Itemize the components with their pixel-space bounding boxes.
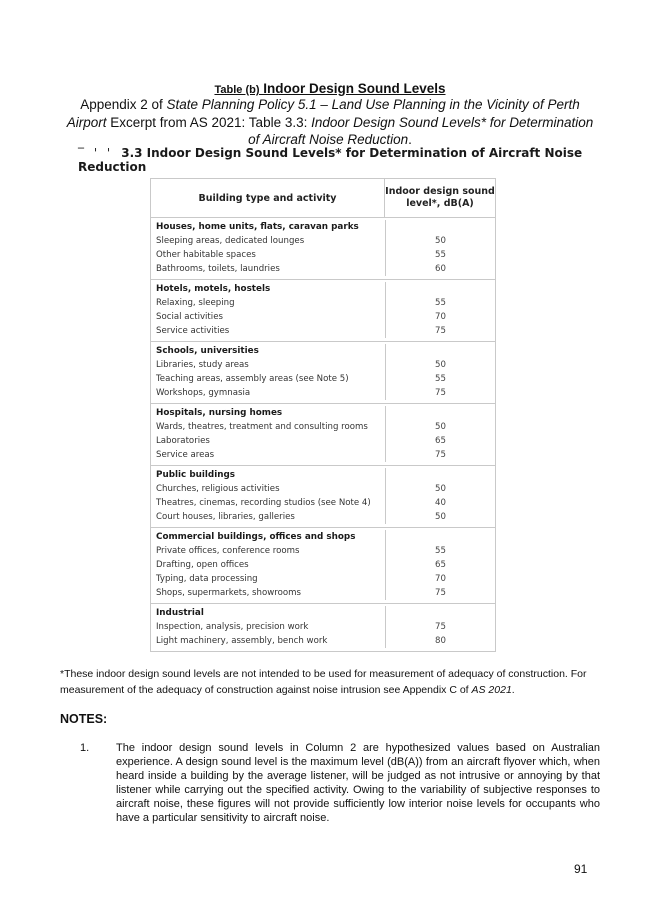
group-heading-row	[151, 606, 495, 620]
group-heading: Commercial buildings, offices and shops	[151, 530, 386, 544]
footnote-end: .	[511, 684, 515, 696]
level-cell: 65	[435, 436, 446, 446]
activity-cell: Wards, theatres, treatment and consulting rooms	[151, 420, 386, 434]
level-cell: 80	[435, 636, 446, 646]
level-cell: 55	[435, 546, 446, 556]
level-cell: 60	[435, 264, 446, 274]
table-row	[151, 386, 495, 400]
activity-cell: Private offices, conference rooms	[151, 544, 386, 558]
activity-cell: Sleeping areas, dedicated lounges	[151, 234, 386, 248]
group-heading: Industrial	[151, 606, 386, 620]
group-heading-row	[151, 468, 495, 482]
level-cell: 50	[435, 360, 446, 370]
table-row	[151, 586, 495, 600]
activity-cell: Laboratories	[151, 434, 386, 448]
group-heading-level-cell	[386, 344, 495, 358]
excerpt-heading-text: 3.3 Indoor Design Sound Levels* for Determination of Aircraft Noise Reduction	[78, 146, 583, 174]
col-level-header-line1: Indoor design sound	[385, 186, 495, 197]
table-row	[151, 296, 495, 310]
footnote-ref: AS 2021	[471, 684, 512, 696]
table-row	[151, 510, 495, 524]
level-cell: 70	[435, 312, 446, 322]
table-row	[151, 544, 495, 558]
table-row	[151, 448, 495, 462]
table-row	[151, 634, 495, 648]
activity-cell: Social activities	[151, 310, 386, 324]
intro-paragraph	[60, 96, 600, 149]
level-cell: 55	[435, 250, 446, 260]
level-cell: 50	[435, 236, 446, 246]
level-cell: 75	[435, 588, 446, 598]
excerpt-marks: ‾ ' '	[78, 146, 114, 160]
activity-cell: Other habitable spaces	[151, 248, 386, 262]
table-row	[151, 434, 495, 448]
level-cell: 50	[435, 512, 446, 522]
table-name: Indoor Design Sound Levels* for Determination of Aircraft Noise Reduction	[248, 114, 594, 147]
level-cell: 40	[435, 498, 446, 508]
table-body	[151, 218, 495, 651]
group-heading: Public buildings	[151, 468, 386, 482]
group-heading: Houses, home units, flats, caravan parks	[151, 220, 386, 234]
table-row	[151, 248, 495, 262]
activity-cell: Inspection, analysis, precision work	[151, 620, 386, 634]
level-cell: 75	[435, 622, 446, 632]
level-cell: 55	[435, 298, 446, 308]
activity-cell: Shops, supermarkets, showrooms	[151, 586, 386, 600]
group-heading-row	[151, 530, 495, 544]
table-group	[151, 280, 495, 342]
intro-end: .	[408, 132, 412, 147]
table-row	[151, 358, 495, 372]
policy-name: State Planning Policy 5.1 – Land Use Planning in the Vicinity of Perth Airport	[66, 97, 580, 130]
activity-cell: Teaching areas, assembly areas (see Note 5)	[151, 372, 386, 386]
table-row	[151, 496, 495, 510]
level-cell: 65	[435, 560, 446, 570]
sound-levels-table	[150, 178, 496, 652]
table-row	[151, 420, 495, 434]
activity-cell: Typing, data processing	[151, 572, 386, 586]
level-cell: 75	[435, 388, 446, 398]
intro-text-1: Appendix 2 of	[80, 97, 167, 112]
title-text: Indoor Design Sound Levels	[259, 81, 446, 96]
group-heading: Schools, universities	[151, 344, 386, 358]
table-row	[151, 572, 495, 586]
level-cell: 50	[435, 484, 446, 494]
group-heading-level-cell	[386, 468, 495, 482]
intro-text-2: Excerpt from AS 2021: Table 3.3:	[106, 114, 312, 130]
footnote-text: *These indoor design sound levels are not intended to be used for measurement of adequacy of construction. For measurement of the adequacy of construction against noise intrusion see Appendix C of	[60, 668, 587, 696]
table-row	[151, 262, 495, 276]
note-text: The indoor design sound levels in Column 2 are hypothesized values based on Australian experience. A design sound level is the maximum level (dB(A)) from an aircraft flyover which, when heard inside a building by the average listener, will be judged as not intrusive or annoying by that listener while carrying out the specified activity. Owing to the variability of subjective responses to aircraft noise, these figures will not provide sufficiently low interior noise levels for occupants who have a particular sensitivity to aircraft noise.	[116, 742, 600, 824]
activity-cell: Drafting, open offices	[151, 558, 386, 572]
table-row	[151, 372, 495, 386]
table-group	[151, 466, 495, 528]
level-cell: 55	[435, 374, 446, 384]
activity-cell: Service activities	[151, 324, 386, 338]
table-row	[151, 310, 495, 324]
table-row	[151, 482, 495, 496]
group-heading-level-cell	[386, 282, 495, 296]
activity-cell: Bathrooms, toilets, laundries	[151, 262, 386, 276]
table-header	[151, 179, 495, 218]
group-heading-level-cell	[386, 220, 495, 234]
table-label: Table (b)	[214, 84, 260, 96]
group-heading-level-cell	[386, 606, 495, 620]
activity-cell: Court houses, libraries, galleries	[151, 510, 386, 524]
table-row	[151, 234, 495, 248]
table-group	[151, 342, 495, 404]
note-number: 1.	[80, 742, 90, 754]
table-row	[151, 558, 495, 572]
group-heading-row	[151, 406, 495, 420]
group-heading-level-cell	[386, 530, 495, 544]
activity-cell: Workshops, gymnasia	[151, 386, 386, 400]
group-heading-row	[151, 282, 495, 296]
level-cell: 75	[435, 450, 446, 460]
table-group	[151, 528, 495, 604]
table-group	[151, 218, 495, 280]
level-cell: 75	[435, 326, 446, 336]
table-group	[151, 604, 495, 651]
page-number: 91	[574, 862, 588, 876]
table-row	[151, 620, 495, 634]
activity-cell: Relaxing, sleeping	[151, 296, 386, 310]
level-cell: 50	[435, 422, 446, 432]
activity-cell: Service areas	[151, 448, 386, 462]
group-heading-level-cell	[386, 406, 495, 420]
col-level-header-line2: level*, dB(A)	[406, 198, 474, 209]
activity-cell: Libraries, study areas	[151, 358, 386, 372]
activity-cell: Light machinery, assembly, bench work	[151, 634, 386, 648]
table-row	[151, 324, 495, 338]
group-heading: Hotels, motels, hostels	[151, 282, 386, 296]
table-group	[151, 404, 495, 466]
group-heading-row	[151, 344, 495, 358]
activity-cell: Churches, religious activities	[151, 482, 386, 496]
activity-cell: Theatres, cinemas, recording studios (see Note 4)	[151, 496, 386, 510]
group-heading-row	[151, 220, 495, 234]
col-level-header	[385, 179, 495, 217]
level-cell: 70	[435, 574, 446, 584]
col-building-header: Building type and activity	[151, 179, 385, 217]
excerpt-heading	[78, 146, 598, 174]
note-item	[60, 741, 600, 825]
group-heading: Hospitals, nursing homes	[151, 406, 386, 420]
notes-heading: NOTES:	[60, 712, 108, 726]
footnote	[60, 666, 620, 698]
